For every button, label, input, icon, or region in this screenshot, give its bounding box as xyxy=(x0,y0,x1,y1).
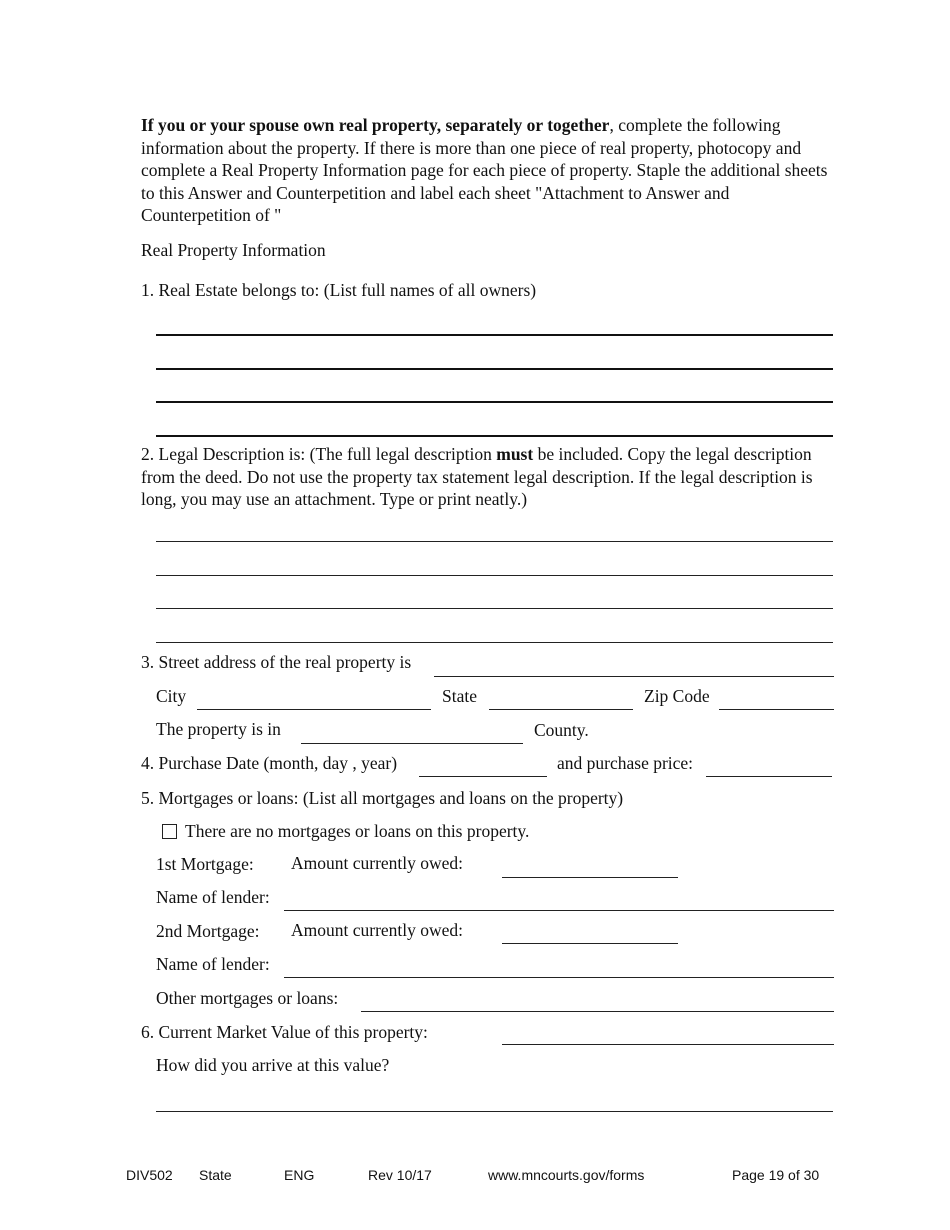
purchase-price-field[interactable] xyxy=(706,776,832,777)
first-mortgage-label: 1st Mortgage: xyxy=(156,854,254,874)
other-mortgages-label: Other mortgages or loans: xyxy=(156,988,339,1008)
q1-label: 1. Real Estate belongs to: (List full names of all owners) xyxy=(141,280,537,300)
zip-label: Zip Code xyxy=(644,686,710,706)
q2-pre: 2. Legal Description is: (The full legal description xyxy=(141,444,497,464)
city-label: City xyxy=(156,686,187,706)
second-owed-label: Amount currently owed: xyxy=(291,920,464,940)
legal-line-1[interactable] xyxy=(156,541,833,542)
q5-label: 5. Mortgages or loans: (List all mortgages and loans on the property) xyxy=(141,788,624,808)
footer-language: ENG xyxy=(284,1167,315,1183)
no-mortgage-label: There are no mortgages or loans on this property. xyxy=(185,821,530,841)
q2-bold: must xyxy=(496,444,534,464)
intro-paragraph xyxy=(141,114,831,227)
first-owed-label: Amount currently owed: xyxy=(291,853,464,873)
market-value-field[interactable] xyxy=(502,1044,834,1045)
state-label: State xyxy=(442,686,477,706)
other-mortgages-field[interactable] xyxy=(361,1011,834,1012)
street-address-field[interactable] xyxy=(434,676,834,677)
no-mortgage-checkbox[interactable] xyxy=(162,824,177,839)
purchase-date-field[interactable] xyxy=(419,776,547,777)
second-owed-field[interactable] xyxy=(502,943,678,944)
legal-line-3[interactable] xyxy=(156,608,833,609)
how-value-field[interactable] xyxy=(156,1111,833,1112)
q2-post: be included. Copy the legal description from the deed. Do not use the property tax statement legal description. If the legal description is long, you may use an attachment. Type or print neatly.) xyxy=(141,444,813,509)
first-lender-field[interactable] xyxy=(284,910,834,911)
owners-line-4[interactable] xyxy=(156,435,833,437)
owners-line-3[interactable] xyxy=(156,401,833,403)
legal-line-2[interactable] xyxy=(156,575,833,576)
owners-line-2[interactable] xyxy=(156,368,833,370)
first-lender-label: Name of lender: xyxy=(156,887,270,907)
second-lender-field[interactable] xyxy=(284,977,834,978)
first-owed-field[interactable] xyxy=(502,877,678,878)
footer-state: State xyxy=(199,1167,232,1183)
intro-text: , complete the following information about the property. If there is more than one piece of real property, photocopy and complete a Real Property Information page for each piece of property. Staple the additional sheets to this Answer and Counterpetition and label each sheet "Attachment to Answer and Counterpetition of " xyxy=(141,115,828,225)
second-mortgage-label: 2nd Mortgage: xyxy=(156,921,260,941)
q4-label: 4. Purchase Date (month, day , year) xyxy=(141,753,398,773)
second-lender-label: Name of lender: xyxy=(156,954,270,974)
zip-field[interactable] xyxy=(719,709,834,710)
state-field[interactable] xyxy=(489,709,633,710)
footer-revision: Rev 10/17 xyxy=(368,1167,432,1183)
county-field[interactable] xyxy=(301,743,523,744)
q2-paragraph xyxy=(141,443,831,511)
section-title: Real Property Information xyxy=(141,240,326,260)
footer-url[interactable]: www.mncourts.gov/forms xyxy=(488,1167,645,1183)
legal-line-4[interactable] xyxy=(156,642,833,643)
price-label: and purchase price: xyxy=(557,753,694,773)
q6-label: 6. Current Market Value of this property: xyxy=(141,1022,428,1042)
q3-label: 3. Street address of the real property is xyxy=(141,652,412,672)
intro-bold: If you or your spouse own real property, separately or together xyxy=(141,115,610,135)
footer-form-number: DIV502 xyxy=(126,1167,173,1183)
how-value-label: How did you arrive at this value? xyxy=(156,1055,390,1075)
city-field[interactable] xyxy=(197,709,431,710)
owners-line-1[interactable] xyxy=(156,334,833,336)
county-pre-label: The property is in xyxy=(156,719,281,739)
footer-page-number: Page 19 of 30 xyxy=(732,1167,820,1183)
county-post-label: County. xyxy=(534,720,589,740)
